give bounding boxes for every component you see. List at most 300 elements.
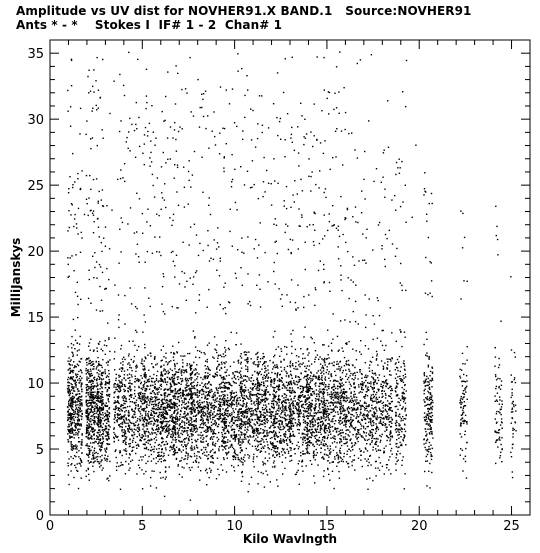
data-point	[89, 452, 90, 453]
data-point	[141, 382, 142, 383]
data-point	[97, 400, 98, 401]
data-point	[237, 426, 238, 427]
data-point	[210, 471, 211, 472]
data-point	[147, 423, 148, 424]
data-point	[178, 430, 179, 431]
data-point	[223, 400, 224, 401]
data-point	[263, 448, 264, 449]
data-point	[156, 378, 157, 379]
data-point	[138, 410, 139, 411]
data-point	[103, 431, 104, 432]
data-point	[131, 370, 132, 371]
data-point	[85, 370, 86, 371]
data-point	[155, 429, 156, 430]
data-point	[109, 373, 110, 374]
data-point	[108, 339, 109, 340]
data-point	[97, 378, 98, 379]
data-point	[134, 130, 135, 131]
data-point	[246, 396, 247, 397]
data-point	[126, 401, 127, 402]
data-point	[192, 284, 193, 285]
data-point	[204, 455, 205, 456]
data-point	[97, 218, 98, 219]
data-point	[152, 401, 153, 402]
data-point	[68, 369, 69, 370]
data-point	[210, 410, 211, 411]
data-point	[109, 379, 110, 380]
data-point	[185, 395, 186, 396]
data-point	[260, 361, 261, 362]
data-point	[137, 244, 138, 245]
data-point	[161, 416, 162, 417]
data-point	[89, 451, 90, 452]
data-point	[280, 361, 281, 362]
data-point	[153, 185, 154, 186]
data-point	[246, 404, 247, 405]
data-point	[93, 69, 94, 70]
data-point	[243, 441, 244, 442]
data-point	[208, 387, 209, 388]
data-point	[92, 395, 93, 396]
data-point	[141, 359, 142, 360]
data-point	[210, 412, 211, 413]
data-point	[169, 450, 170, 451]
data-point	[234, 404, 235, 405]
data-point	[207, 419, 208, 420]
data-point	[135, 453, 136, 454]
data-point	[98, 416, 99, 417]
data-point	[196, 414, 197, 415]
data-point	[258, 441, 259, 442]
data-point	[165, 96, 166, 97]
data-point	[236, 399, 237, 400]
data-point	[72, 432, 73, 433]
data-point	[262, 439, 263, 440]
data-point	[189, 467, 190, 468]
data-point	[139, 396, 140, 397]
data-point	[76, 401, 77, 402]
data-point	[196, 458, 197, 459]
data-point	[222, 427, 223, 428]
data-point	[226, 415, 227, 416]
data-point	[145, 455, 146, 456]
data-point	[194, 420, 195, 421]
data-point	[190, 277, 191, 278]
data-point	[175, 423, 176, 424]
data-point	[118, 408, 119, 409]
data-point	[134, 393, 135, 394]
data-point	[72, 402, 73, 403]
data-point	[122, 364, 123, 365]
data-point	[98, 201, 99, 202]
data-point	[163, 346, 164, 347]
data-point	[72, 406, 73, 407]
data-point	[211, 422, 212, 423]
data-point	[260, 423, 261, 424]
data-point	[239, 438, 240, 439]
data-point	[218, 355, 219, 356]
data-point	[214, 411, 215, 412]
data-point	[181, 89, 182, 90]
data-point	[252, 428, 253, 429]
data-point	[142, 434, 143, 435]
data-point	[162, 430, 163, 431]
data-point	[288, 407, 289, 408]
data-point	[231, 154, 232, 155]
data-point	[228, 451, 229, 452]
data-point	[262, 399, 263, 400]
data-point	[107, 459, 108, 460]
data-point	[67, 420, 68, 421]
data-point	[119, 131, 120, 132]
data-point	[206, 455, 207, 456]
data-point	[94, 453, 95, 454]
data-point	[73, 402, 74, 403]
data-point	[199, 126, 200, 127]
data-point	[136, 365, 137, 366]
data-point	[93, 363, 94, 364]
data-point	[278, 427, 279, 428]
data-point	[154, 386, 155, 387]
data-point	[225, 442, 226, 443]
data-point	[206, 451, 207, 452]
data-point	[169, 378, 170, 379]
data-point	[245, 434, 246, 435]
data-point	[149, 402, 150, 403]
data-point	[244, 399, 245, 400]
data-point	[176, 363, 177, 364]
data-point	[159, 399, 160, 400]
data-point	[129, 373, 130, 374]
data-point	[263, 412, 264, 413]
data-point	[153, 458, 154, 459]
data-point	[253, 387, 254, 388]
data-point	[182, 428, 183, 429]
data-point	[264, 252, 265, 253]
data-point	[240, 460, 241, 461]
data-point	[184, 404, 185, 405]
data-point	[102, 350, 103, 351]
data-point	[276, 225, 277, 226]
data-point	[194, 336, 195, 337]
data-point	[250, 305, 251, 306]
data-point	[180, 441, 181, 442]
data-point	[225, 413, 226, 414]
data-point	[212, 443, 213, 444]
data-point	[239, 428, 240, 429]
data-point	[213, 436, 214, 437]
data-point	[69, 385, 70, 386]
data-point	[231, 465, 232, 466]
data-point	[80, 447, 81, 448]
data-point	[92, 364, 93, 365]
data-point	[209, 342, 210, 343]
data-point	[234, 398, 235, 399]
data-point	[172, 370, 173, 371]
data-point	[232, 400, 233, 401]
data-point	[177, 165, 178, 166]
data-point	[247, 409, 248, 410]
data-point	[256, 403, 257, 404]
data-point	[173, 451, 174, 452]
data-point	[145, 358, 146, 359]
data-point	[269, 431, 270, 432]
data-point	[241, 252, 242, 253]
data-point	[81, 425, 82, 426]
data-point	[145, 321, 146, 322]
data-point	[129, 467, 130, 468]
data-point	[179, 474, 180, 475]
data-point	[273, 356, 274, 357]
data-point	[256, 411, 257, 412]
data-point	[89, 279, 90, 280]
data-point	[119, 426, 120, 427]
data-point	[156, 457, 157, 458]
data-point	[74, 422, 75, 423]
data-point	[89, 175, 90, 176]
data-point	[255, 383, 256, 384]
data-point	[98, 395, 99, 396]
data-point	[163, 403, 164, 404]
data-point	[174, 450, 175, 451]
data-point	[182, 392, 183, 393]
data-point	[261, 472, 262, 473]
data-point	[175, 415, 176, 416]
data-point	[165, 471, 166, 472]
data-point	[262, 407, 263, 408]
data-point	[100, 266, 101, 267]
data-point	[191, 402, 192, 403]
data-point	[192, 406, 193, 407]
data-point	[134, 345, 135, 346]
data-point	[260, 416, 261, 417]
data-point	[93, 422, 94, 423]
data-point	[162, 456, 163, 457]
data-point	[177, 465, 178, 466]
data-point	[165, 392, 166, 393]
data-point	[154, 446, 155, 447]
data-point	[79, 410, 80, 411]
data-point	[239, 397, 240, 398]
data-point	[120, 362, 121, 363]
data-point	[204, 353, 205, 354]
data-point	[257, 138, 258, 139]
data-point	[174, 363, 175, 364]
data-point	[241, 237, 242, 238]
data-point	[93, 414, 94, 415]
data-point	[81, 383, 82, 384]
data-point	[207, 395, 208, 396]
data-point	[266, 374, 267, 375]
data-point	[280, 435, 281, 436]
data-point	[174, 164, 175, 165]
data-point	[225, 313, 226, 314]
data-point	[128, 419, 129, 420]
data-point	[101, 400, 102, 401]
data-point	[93, 392, 94, 393]
data-point	[96, 178, 97, 179]
data-point	[219, 384, 220, 385]
data-point	[168, 373, 169, 374]
data-point	[97, 351, 98, 352]
data-point	[218, 364, 219, 365]
data-point	[188, 439, 189, 440]
data-point	[254, 184, 255, 185]
data-point	[209, 390, 210, 391]
data-point	[253, 429, 254, 430]
data-point	[289, 461, 290, 462]
data-point	[101, 383, 102, 384]
data-point	[77, 173, 78, 174]
data-point	[96, 416, 97, 417]
data-point	[142, 213, 143, 214]
data-point	[194, 404, 195, 405]
data-point	[265, 451, 266, 452]
data-point	[172, 374, 173, 375]
data-point	[231, 186, 232, 187]
data-point	[97, 392, 98, 393]
data-point	[78, 429, 79, 430]
data-point	[98, 90, 99, 91]
data-point	[169, 420, 170, 421]
data-point	[170, 436, 171, 437]
data-point	[196, 431, 197, 432]
data-point	[176, 409, 177, 410]
data-point	[120, 120, 121, 121]
data-point	[171, 421, 172, 422]
data-point	[168, 394, 169, 395]
data-point	[245, 438, 246, 439]
data-point	[199, 385, 200, 386]
data-point	[245, 409, 246, 410]
data-point	[176, 403, 177, 404]
data-point	[192, 397, 193, 398]
data-point	[236, 395, 237, 396]
data-point	[254, 423, 255, 424]
data-point	[114, 415, 115, 416]
data-point	[243, 439, 244, 440]
data-point	[258, 361, 259, 362]
data-point	[216, 352, 217, 353]
data-point	[238, 409, 239, 410]
data-point	[217, 227, 218, 228]
data-point	[150, 306, 151, 307]
data-point	[173, 360, 174, 361]
data-point	[219, 369, 220, 370]
data-point	[87, 418, 88, 419]
data-point	[232, 373, 233, 374]
data-point	[154, 145, 155, 146]
data-point	[119, 451, 120, 452]
data-point	[107, 382, 108, 383]
data-point	[159, 444, 160, 445]
data-point	[144, 430, 145, 431]
data-point	[266, 399, 267, 400]
data-point	[177, 417, 178, 418]
data-point	[77, 417, 78, 418]
data-point	[178, 131, 179, 132]
data-point	[190, 388, 191, 389]
data-point	[152, 428, 153, 429]
data-point	[248, 457, 249, 458]
data-point	[77, 411, 78, 412]
data-point	[80, 369, 81, 370]
data-point	[166, 418, 167, 419]
data-point	[220, 398, 221, 399]
data-point	[248, 436, 249, 437]
data-point	[92, 446, 93, 447]
data-point	[211, 397, 212, 398]
data-point	[254, 386, 255, 387]
data-point	[247, 376, 248, 377]
data-point	[249, 424, 250, 425]
data-point	[172, 433, 173, 434]
data-point	[186, 92, 187, 93]
data-point	[151, 432, 152, 433]
data-point	[226, 89, 227, 90]
data-point	[93, 349, 94, 350]
data-point	[273, 462, 274, 463]
data-point	[180, 355, 181, 356]
data-point	[205, 372, 206, 373]
data-point	[203, 407, 204, 408]
data-point	[176, 413, 177, 414]
data-point	[248, 491, 249, 492]
data-point	[205, 414, 206, 415]
data-point	[122, 222, 123, 223]
data-point	[205, 365, 206, 366]
data-point	[94, 385, 95, 386]
data-point	[128, 470, 129, 471]
data-point	[144, 448, 145, 449]
data-point	[228, 431, 229, 432]
data-point	[197, 410, 198, 411]
data-point	[152, 253, 153, 254]
data-point	[82, 413, 83, 414]
data-point	[271, 432, 272, 433]
data-point	[161, 412, 162, 413]
data-point	[123, 389, 124, 390]
data-point	[180, 395, 181, 396]
data-point	[117, 413, 118, 414]
data-point	[289, 447, 290, 448]
data-point	[250, 408, 251, 409]
data-point	[182, 466, 183, 467]
data-point	[118, 397, 119, 398]
data-point	[128, 355, 129, 356]
data-point	[221, 432, 222, 433]
data-point	[208, 428, 209, 429]
data-point	[210, 456, 211, 457]
data-point	[93, 457, 94, 458]
data-point	[264, 415, 265, 416]
data-point	[173, 402, 174, 403]
data-point	[263, 441, 264, 442]
data-point	[164, 313, 165, 314]
data-point	[153, 374, 154, 375]
data-point	[200, 377, 201, 378]
data-point	[99, 435, 100, 436]
data-point	[88, 420, 89, 421]
data-point	[212, 356, 213, 357]
data-point	[182, 359, 183, 360]
data-point	[67, 382, 68, 383]
data-point	[202, 413, 203, 414]
data-point	[142, 395, 143, 396]
data-point	[163, 311, 164, 312]
data-point	[74, 366, 75, 367]
data-point	[203, 437, 204, 438]
